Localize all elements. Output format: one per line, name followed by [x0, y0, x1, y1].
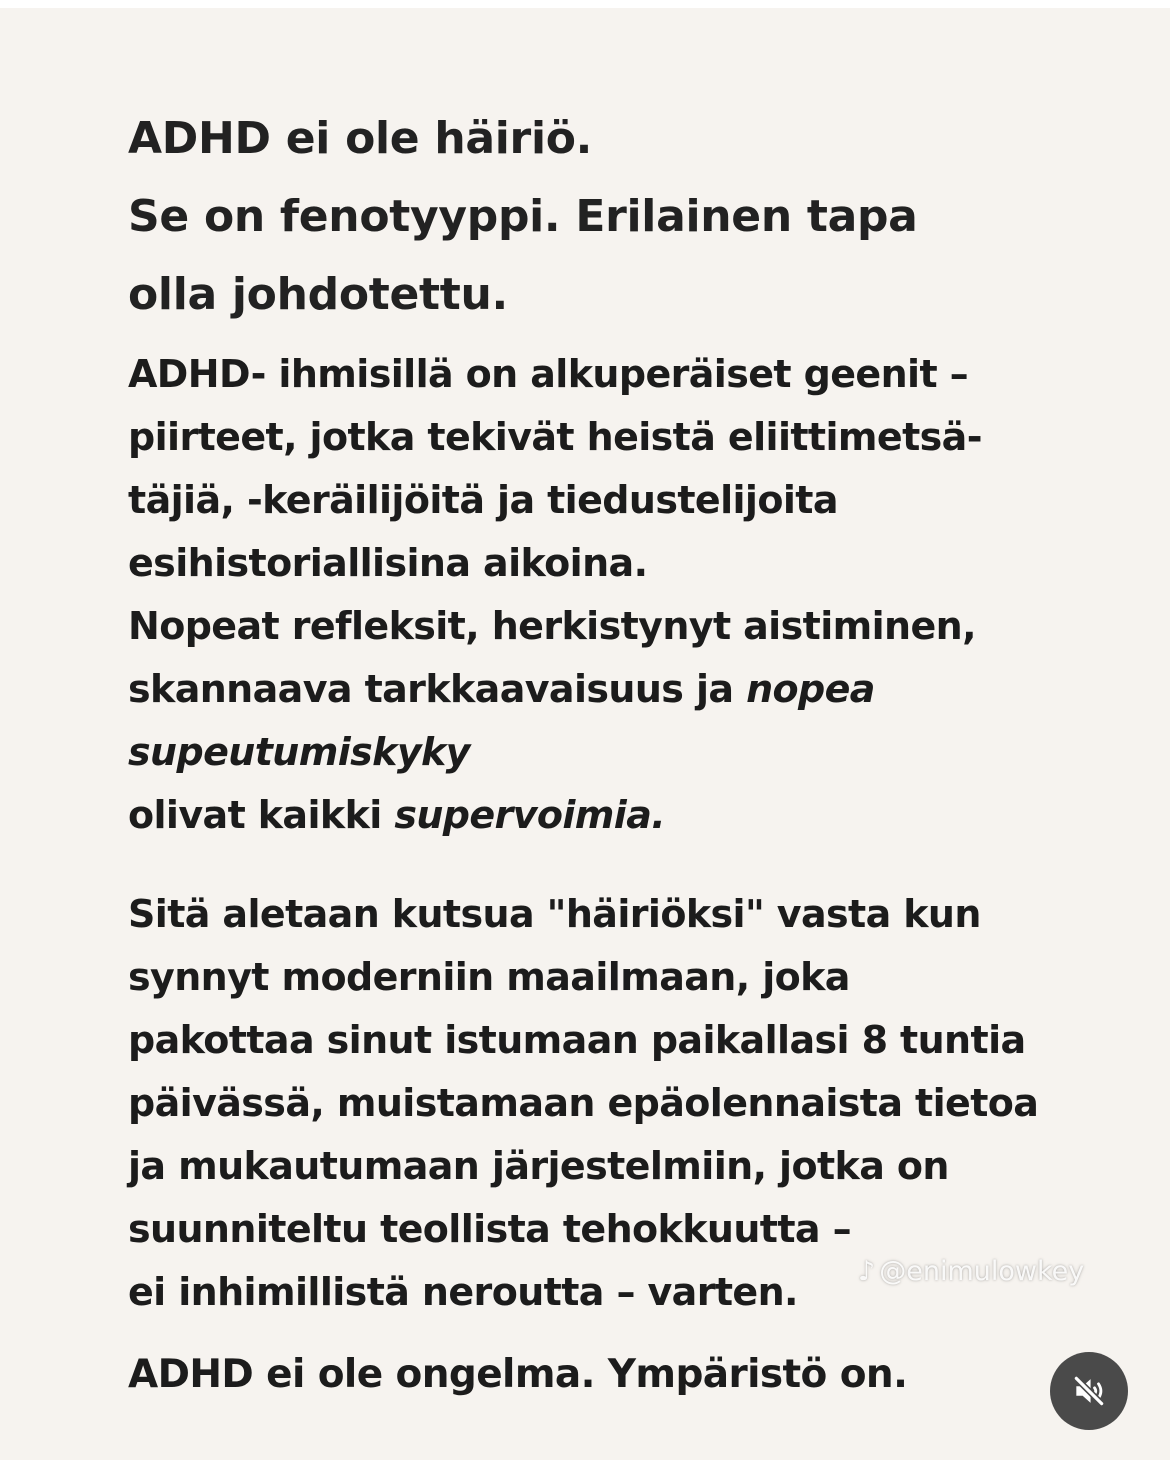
paragraph-line: päivässä, muistamaan epäolennaista tietoa	[128, 1081, 1039, 1125]
post-image-card	[0, 8, 1170, 1460]
italic-text: supeutumiskyky	[128, 730, 470, 774]
paragraph-line: ei inhimillistä neroutta – varten.	[128, 1270, 798, 1314]
paragraph-line: esihistoriallisina aikoina.	[128, 541, 648, 585]
paragraph-genes	[128, 343, 982, 847]
paragraph-line: täjiä, -keräilijöitä ja tiedustelijoita	[128, 478, 838, 522]
paragraph-line-mixed	[128, 658, 982, 721]
paragraph-line	[128, 721, 982, 784]
headline-line: ADHD ei ole häiriö.	[128, 113, 593, 164]
paragraph-line: ja mukautumaan järjestelmiin, jotka on	[128, 1144, 949, 1188]
italic-text: supervoimia.	[394, 793, 666, 837]
watermark-handle: @enimulowkey	[879, 1256, 1085, 1287]
tiktok-watermark	[858, 1256, 1084, 1287]
paragraph-line: ADHD- ihmisillä on alkuperäiset geenit –	[128, 352, 969, 396]
paragraph-line: pakottaa sinut istumaan paikallasi 8 tuntia	[128, 1018, 1026, 1062]
mute-toggle-button[interactable]	[1050, 1352, 1128, 1430]
plain-text: olivat kaikki	[128, 793, 395, 837]
headline-line: Se on fenotyyppi. Erilainen tapa	[128, 191, 918, 242]
paragraph-line: piirteet, jotka tekivät heistä eliittimetsä-	[128, 415, 982, 459]
post-headline	[128, 100, 918, 334]
closing-statement: ADHD ei ole ongelma. Ympäristö on.	[128, 1352, 908, 1397]
tiktok-logo-icon: ♪	[858, 1256, 876, 1287]
paragraph-line: suunniteltu teollista tehokkuutta –	[128, 1207, 851, 1251]
paragraph-line: Nopeat refleksit, herkistynyt aistiminen,	[128, 604, 976, 648]
headline-line: olla johdotettu.	[128, 269, 508, 320]
italic-text: nopea	[746, 667, 875, 711]
plain-text: skannaava tarkkaavaisuus ja	[128, 667, 747, 711]
paragraph-line: Sitä aletaan kutsua "häiriöksi" vasta kun	[128, 892, 981, 936]
speaker-muted-icon	[1070, 1372, 1108, 1410]
paragraph-line: synnyt moderniin maailmaan, joka	[128, 955, 850, 999]
paragraph-line-mixed	[128, 784, 982, 847]
